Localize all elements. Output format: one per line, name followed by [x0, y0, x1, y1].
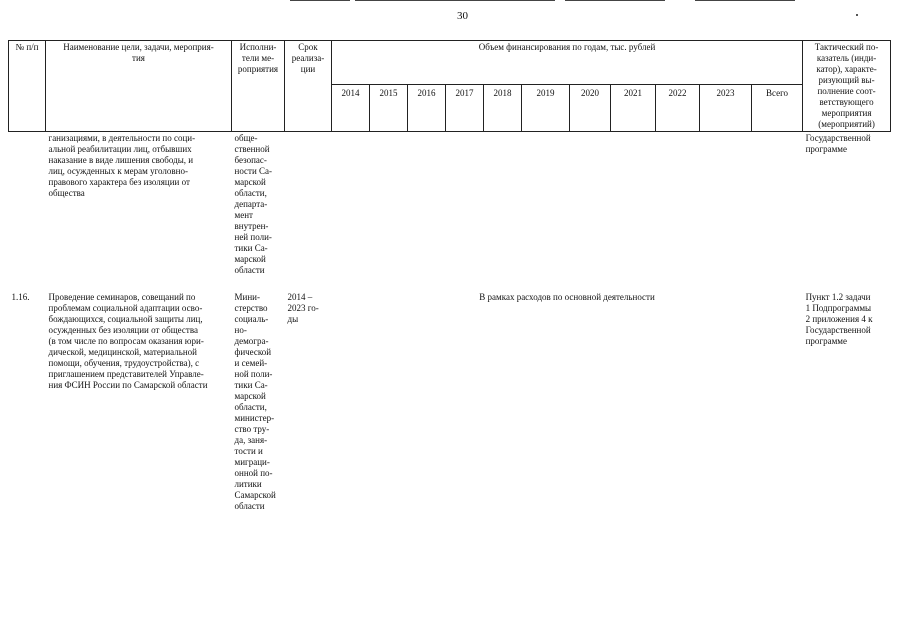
row-name: ганизациями, в деятельности по соци- альной реабилитации лиц, отбывших наказание в виде лишения свободы, и лиц, осужденных к мерам уголовно- правового характера без изоляции от общества [48, 133, 196, 198]
row-executors: обще- ственной безопас- ности Са- марской области, департа- мент внутрен- ней поли- тики Са- марской области [234, 133, 273, 275]
year-header-total: Всего [752, 85, 803, 132]
top-rule [355, 0, 555, 1]
header-indicator: Тактический по- казатель (инди- катор), характе- ризующий вы- полнение соот- ветствующего мероприятия (мероприятий) [803, 41, 891, 132]
header-num: № п/п [9, 41, 46, 132]
row-num [9, 132, 46, 278]
row-spacer [9, 277, 891, 291]
year-header: 2021 [611, 85, 656, 132]
table-header-row [9, 41, 891, 85]
row-term [285, 132, 332, 278]
header-term: Срок реализа- ции [285, 41, 332, 132]
year-header: 2020 [570, 85, 611, 132]
row-name: Проведение семинаров, совещаний по проблемам социальной адаптации осво- бождающихся, социальной защиты лиц, осужденных без изоляции от общества (в том числе по вопросам оказания юри- дической, медицинской, материальной помощи, обучения, трудоустройства), с приглашением представителей Управле- ния ФСИН России по Самарской области [48, 292, 208, 390]
page-number: 30 [457, 10, 468, 22]
row-indicator: Пункт 1.2 задачи 1 Подпрограммы 2 приложения 4 к Государственной программе [805, 292, 873, 346]
header-financing: Объем финансирования по годам, тыс. рублей [332, 41, 803, 85]
row-term: 2014 – 2023 го- ды [287, 292, 319, 324]
year-header: 2014 [332, 85, 370, 132]
table-row [9, 291, 891, 513]
year-header: 2022 [656, 85, 700, 132]
row-num: 1.16. [11, 292, 30, 302]
year-header: 2019 [522, 85, 570, 132]
year-header: 2023 [700, 85, 752, 132]
header-executors: Исполни- тели ме- роприятия [232, 41, 285, 132]
year-header: 2017 [446, 85, 484, 132]
spacer-cell [9, 277, 891, 291]
year-header: 2015 [370, 85, 408, 132]
top-rule [695, 0, 795, 1]
row-financing [332, 132, 803, 278]
program-table [8, 40, 891, 513]
header-name: Наименование цели, задачи, мероприя- тия [46, 41, 232, 132]
table-row [9, 132, 891, 278]
top-rule [290, 0, 350, 1]
row-financing: В рамках расходов по основной деятельности [479, 292, 655, 302]
top-rule [565, 0, 665, 1]
year-header: 2016 [408, 85, 446, 132]
row-indicator: Государственной программе [805, 133, 871, 154]
row-executors: Мини- стерство социаль- но- демогра- фической и семей- ной поли- тики Са- марской области, министер- ство тру- да, заня- тости и миграци- онной по- литики Самарской области [234, 292, 276, 511]
year-header: 2018 [484, 85, 522, 132]
